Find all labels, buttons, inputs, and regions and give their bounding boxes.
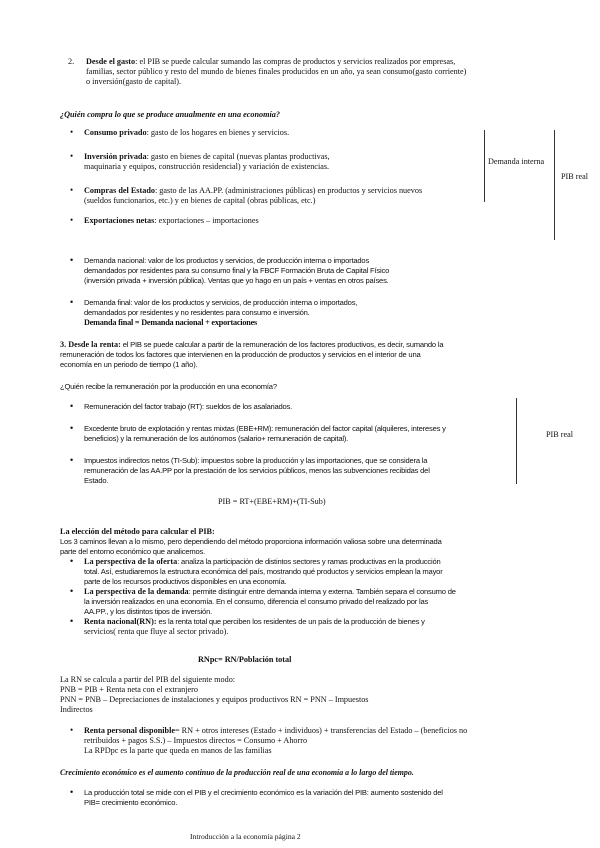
gasto-bold: Compras del Estado <box>84 186 155 195</box>
demanda-nacional-l1: Demanda nacional: valor de los productos y servicios, de producción interna o importados <box>84 256 370 265</box>
bullet-icon: • <box>70 297 73 307</box>
label-demanda-interna: Demanda interna <box>488 157 545 166</box>
bullet-icon: • <box>70 455 73 465</box>
bullet-icon: • <box>70 401 73 411</box>
item-2-line1 <box>86 57 455 67</box>
page-footer: Introducción a la economía página 2 <box>190 832 301 841</box>
gasto-bold: Exportaciones netas <box>84 216 155 225</box>
renta-text-2: beneficios) y la remuneración de los autónomos (salario+ remuneración de capital). <box>84 434 349 443</box>
renta-text-3: Estado. <box>84 476 109 485</box>
renta-text: Excedente bruto de explotación y rentas mixtas (EBE+RM): remuneración del factor capital (alquileres, intereses y <box>84 424 446 433</box>
perspectiva-bold: La perspectiva de la demanda <box>84 587 189 596</box>
item-3-bold: 3. Desde la renta: <box>60 340 121 349</box>
demanda-final-formula: Demanda final = Demanda nacional + exportaciones <box>84 318 258 327</box>
gasto-text-2: (sueldos funcionarios, etc.) y en bienes de capital (obras públicas, etc.) <box>84 196 316 205</box>
bullet-icon: • <box>70 725 74 735</box>
perspectiva-text: : analiza la participación de distintos sectores y ramas productivas en la producción <box>177 557 441 566</box>
item-3-l3: economía en un periodo de tiempo (1 año). <box>60 360 198 369</box>
rn-calc-l1: La RN se calcula a partir del PIB del siguiente modo: <box>60 675 236 684</box>
bullet-icon: • <box>70 556 73 566</box>
gasto-text: : gasto de las AA.PP. (administraciones públicas) en productos y servicios nuevos <box>154 186 423 195</box>
produccion-total-l2: PIB= crecimiento económico. <box>84 798 178 807</box>
eleccion-l1: Los 3 caminos llevan a lo mismo, pero dependiendo del método proporciona información valiosa sobre una determinada <box>60 537 442 546</box>
bracket-pib-real-1 <box>554 130 555 240</box>
item-3-l2: remuneración de todos los factores que intervienen en la producción de productos y servicios en el interior de una <box>60 350 421 359</box>
perspectiva-text-3: parte de los recursos productivos disponibles en una economía. <box>84 577 287 586</box>
question-who-buys: ¿Quién compra lo que se produce anualmente en una economía? <box>60 110 280 119</box>
perspectivas-list <box>70 557 550 657</box>
demanda-nacional-item <box>70 256 550 288</box>
bullet-icon: • <box>70 423 73 433</box>
renta-personal-l2: retribuidos + pagos S.S.) – Impuestos directos = Consumo + Ahorro <box>84 736 308 745</box>
gasto-text: : gasto de los hogares en bienes y servicios. <box>146 128 290 137</box>
renta-text-2: remuneración de las AA.PP por la prestación de los servicios públicos, menos las subvenciones recibidas del <box>84 466 430 475</box>
bullet-icon: • <box>70 586 73 596</box>
renta-text: Impuestos indirectos netos (TI-Sub): impuestos sobre la producción y las importaciones, que se considera la <box>84 456 428 465</box>
perspectiva-text: : permite distinguir entre demanda interna y externa. También separa el consumo de <box>188 587 456 596</box>
bullet-icon: • <box>70 255 73 265</box>
gasto-bold: Consumo privado <box>84 128 147 137</box>
produccion-total-item <box>70 788 550 810</box>
gasto-bold: Inversión privada <box>84 152 147 161</box>
question-who-receives: ¿Quién recibe la remuneración por la producción en una economía? <box>60 382 277 391</box>
perspectiva-bold: La perspectiva de la oferta <box>84 557 178 566</box>
label-pib-real-1: PIB real <box>561 172 589 181</box>
rn-calc-l3: PNN = PNB – Depreciaciones de instalaciones y equipos productivos RN = PNN – Impuestos <box>60 695 369 704</box>
renta-personal-item <box>70 726 550 758</box>
label-pib-real-2: PIB real <box>546 430 574 439</box>
bullet-icon: • <box>70 127 74 137</box>
bullet-icon: • <box>70 215 74 225</box>
perspectiva-text: es la renta total que perciben los residentes de un país de la producción de bienes y <box>156 617 425 626</box>
rn-calc-l4: Indirectos <box>60 705 93 714</box>
eleccion-title: La elección del método para calcular el PIB: <box>60 527 215 536</box>
bullet-icon: • <box>70 787 73 797</box>
perspectiva-text-2: servicios( renta que fluye al sector privado). <box>84 627 229 636</box>
crecimiento-definition: Crecimiento económico es el aumento continuo de la producción real de una economía a lo largo del tiempo. <box>60 768 414 777</box>
perspectiva-text-2: total. Así, estudiaremos la estructura económica del país, mostrando qué productos y servicios emplean la mayor <box>84 567 443 576</box>
eleccion-l2: parte del entorno económico que analicemos. <box>60 547 206 556</box>
rn-calc-l2: PNB = PIB + Renta neta con el extranjero <box>60 685 198 694</box>
gasto-text: : exportaciones – importaciones <box>154 216 259 225</box>
item-3 <box>60 340 560 372</box>
renta-personal-bold: Renta personal disponible <box>84 726 175 735</box>
demanda-nacional-l3: (inversión privada + inversión pública). Ventas que yo hago en un país + ventas en otros países. <box>84 276 389 285</box>
item-3-l1: el PIB se puede calcular a partir de la remuneración de los factores productivos, es decir, sumando la <box>120 340 444 349</box>
item-2-line2: familias, sector público y resto del mundo de bienes finales producidos en un año, ya sean consumo(gasto corriente) <box>86 67 467 76</box>
renta-list <box>70 402 550 492</box>
renta-text: Remuneración del factor trabajo (RT): sueldos de los asalariados. <box>84 402 293 411</box>
perspectiva-text-3: AA.PP., y los distintos tipos de inversión. <box>84 607 213 616</box>
bullet-icon: • <box>70 616 73 626</box>
item-2-bold: Desde el gasto <box>86 57 136 66</box>
gasto-text-2: maquinaria y equipos, construcción residencial) y variación de existencias. <box>84 162 330 171</box>
renta-personal-l1: = RN + otros intereses (Estado + individuos) + transferencias del Estado – (beneficios no <box>175 726 468 735</box>
pib-formula: PIB = RT+(EBE+RM)+(TI-Sub) <box>218 497 326 506</box>
demanda-nacional-l2: demandados por residentes para su consumo final y la FBCF Formación Bruta de Capital Físico <box>84 266 390 275</box>
item-2-number: 2. <box>68 57 75 66</box>
demanda-final-l1: Demanda final: valor de los productos y servicios, de producción interna o importados, <box>84 298 358 307</box>
item-2-line3: o inversión(gasto de capital). <box>86 77 182 86</box>
item-2-text: : el PIB se puede calcular sumando las compras de productos y servicios realizados por empresas, <box>135 57 456 66</box>
perspectiva-text-2: la inversión realizados en una economía. En el consumo, diferencia el consumo privado del realizado por las <box>84 597 429 606</box>
gasto-text: : gasto en bienes de capital (nuevas plantas productivas, <box>146 152 330 161</box>
perspectiva-bold: Renta nacional(RN): <box>84 617 157 626</box>
produccion-total-l1: La producción total se mide con el PIB y el crecimiento económico es la variación del PIB: aumento sostenido del <box>84 788 443 797</box>
bullet-icon: • <box>70 151 74 161</box>
bracket-pib-real-2 <box>516 398 517 484</box>
bullet-icon: • <box>70 185 74 195</box>
gasto-list <box>70 128 490 228</box>
demanda-final-item <box>70 298 550 330</box>
demanda-final-l2: demandados por residentes y no residentes para consumo e inversión. <box>84 308 310 317</box>
rnpc-formula: RNpc= RN/Población total <box>198 655 292 664</box>
bracket-demanda-interna <box>484 130 485 202</box>
renta-personal-l3: La RPDpc es la parte que queda en manos de las familias <box>84 746 272 755</box>
